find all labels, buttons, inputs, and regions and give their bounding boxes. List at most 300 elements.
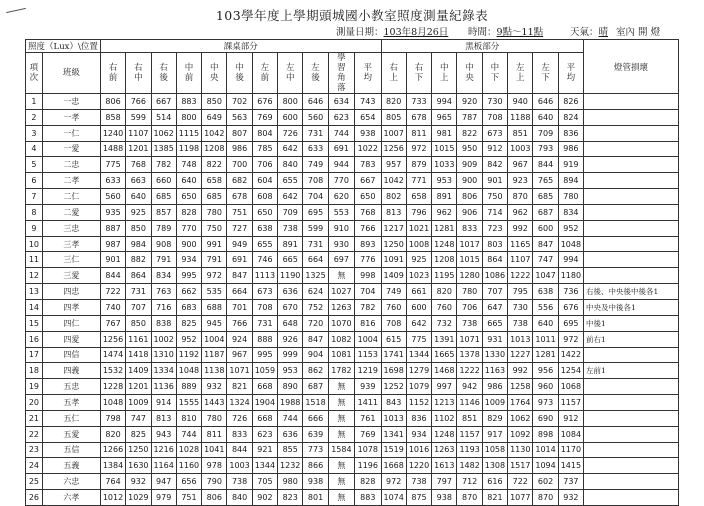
lux-cell: 736 — [558, 284, 583, 300]
table-row — [26, 458, 679, 474]
lux-cell: 795 — [508, 284, 533, 300]
lux-cell: 738 — [278, 220, 303, 236]
lux-cell: 688 — [202, 299, 227, 315]
lux-cell: 668 — [252, 410, 277, 426]
lux-cell: 1517 — [508, 458, 533, 474]
lux-cell: 704 — [355, 284, 381, 300]
lux-cell: 796 — [406, 204, 431, 220]
lux-cell: 870 — [457, 490, 482, 506]
class-cell: 三愛 — [42, 268, 100, 284]
lux-cell: 1023 — [406, 268, 431, 284]
lux-cell: 1041 — [202, 442, 227, 458]
lux-cell: 無 — [328, 379, 354, 395]
lux-cell: 1164 — [151, 458, 176, 474]
class-cell: 二仁 — [42, 189, 100, 205]
lux-cell: 972 — [202, 268, 227, 284]
lux-cell: 883 — [176, 94, 201, 110]
col-header-label: 中 央 — [210, 63, 219, 83]
lux-cell: 690 — [533, 410, 558, 426]
lux-cell: 769 — [355, 426, 381, 442]
table-row — [26, 157, 679, 173]
note-cell — [584, 458, 679, 474]
lux-cell: 1281 — [533, 347, 558, 363]
lux-cell: 750 — [482, 189, 507, 205]
item-no-cell: 22 — [26, 426, 43, 442]
table-row — [26, 426, 679, 442]
lux-cell: 1613 — [432, 458, 457, 474]
lux-cell: 1584 — [328, 442, 354, 458]
lux-cell: 655 — [278, 173, 303, 189]
lux-cell: 670 — [278, 299, 303, 315]
desk-col-header — [100, 53, 125, 94]
lux-cell: 938 — [303, 474, 328, 490]
item-no-cell: 7 — [26, 189, 43, 205]
lux-cell: 1153 — [355, 347, 381, 363]
lux-cell: 893 — [355, 236, 381, 252]
lux-cell: 806 — [457, 189, 482, 205]
note-cell: 前右1 — [584, 331, 679, 347]
lux-cell: 1013 — [381, 410, 406, 426]
lux-cell: 1196 — [355, 458, 381, 474]
lux-cell: 764 — [100, 474, 125, 490]
lux-cell: 1084 — [558, 426, 583, 442]
lux-cell: 716 — [151, 299, 176, 315]
lux-cell: 992 — [508, 220, 533, 236]
lux-cell: 1280 — [457, 268, 482, 284]
lux-cell: 986 — [558, 141, 583, 157]
lux-cell: 864 — [482, 252, 507, 268]
weather-info — [570, 24, 660, 38]
lux-cell: 666 — [303, 410, 328, 426]
lux-cell: 760 — [432, 299, 457, 315]
lux-cell: 1198 — [176, 141, 201, 157]
lux-cell: 1468 — [432, 363, 457, 379]
lux-cell: 642 — [278, 189, 303, 205]
lights-label: 室內 開 燈 — [616, 27, 661, 38]
col-header-label: 左 上 — [515, 63, 525, 83]
lux-cell: 773 — [303, 442, 328, 458]
lux-cell: 931 — [482, 331, 507, 347]
lux-cell: 604 — [252, 173, 277, 189]
lux-cell: 514 — [151, 109, 176, 125]
lux-cell: 1222 — [508, 268, 533, 284]
table-row — [26, 173, 679, 189]
lux-cell: 900 — [457, 173, 482, 189]
item-no-cell: 23 — [26, 442, 43, 458]
table-row — [26, 410, 679, 426]
class-cell: 五仁 — [42, 410, 100, 426]
lux-cell: 825 — [176, 315, 201, 331]
lux-cell: 1048 — [558, 236, 583, 252]
lux-cell: 642 — [406, 315, 431, 331]
lux-cell: 1555 — [176, 395, 201, 411]
lux-cell: 950 — [457, 141, 482, 157]
lux-cell: 1988 — [278, 395, 303, 411]
lux-cell: 1071 — [457, 331, 482, 347]
lux-cell: 932 — [202, 379, 227, 395]
item-no-cell: 17 — [26, 347, 43, 363]
lux-cell: 1385 — [151, 141, 176, 157]
lux-cell: 803 — [482, 236, 507, 252]
lux-cell: 1263 — [328, 299, 354, 315]
lux-cell: 1138 — [202, 363, 227, 379]
lux-cell: 731 — [126, 284, 151, 300]
lux-cell: 660 — [151, 173, 176, 189]
lux-cell: 776 — [355, 252, 381, 268]
lux-cell: 1482 — [457, 458, 482, 474]
table-row — [26, 141, 679, 157]
note-cell: 右後、中央後中後各1 — [584, 284, 679, 300]
class-cell: 一愛 — [42, 141, 100, 157]
lux-cell: 616 — [482, 474, 507, 490]
lux-cell: 747 — [533, 252, 558, 268]
lux-cell: 1764 — [508, 395, 533, 411]
lux-cell: 767 — [100, 315, 125, 331]
lux-cell: 1014 — [533, 442, 558, 458]
lux-cell: 1228 — [100, 379, 125, 395]
lux-cell: 744 — [328, 125, 354, 141]
lux-cell: 824 — [558, 109, 583, 125]
lux-cell: 731 — [252, 315, 277, 331]
board-col-header — [381, 53, 406, 94]
table-row — [26, 315, 679, 331]
lux-cell: 1415 — [558, 458, 583, 474]
col-header-label: 中 後 — [235, 63, 244, 83]
lux-cell: 650 — [176, 189, 201, 205]
lux-cell: 811 — [202, 426, 227, 442]
lux-cell: 972 — [558, 331, 583, 347]
lux-cell: 992 — [508, 363, 533, 379]
lux-cell: 615 — [381, 331, 406, 347]
lux-cell: 665 — [482, 315, 507, 331]
class-cell: 一仁 — [42, 125, 100, 141]
lux-cell: 620 — [328, 189, 354, 205]
lux-cell: 無 — [328, 426, 354, 442]
lux-cell: 654 — [355, 109, 381, 125]
lux-cell: 747 — [126, 410, 151, 426]
lux-cell: 883 — [355, 490, 381, 506]
lux-cell: 972 — [406, 141, 431, 157]
lux-cell: 1033 — [432, 157, 457, 173]
class-cell: 三忠 — [42, 220, 100, 236]
lux-cell: 676 — [252, 94, 277, 110]
lux-cell: 1488 — [100, 141, 125, 157]
table-row — [26, 236, 679, 252]
lux-cell: 685 — [202, 189, 227, 205]
lux-cell: 1201 — [126, 379, 151, 395]
lux-cell: 847 — [303, 331, 328, 347]
item-no-cell: 15 — [26, 315, 43, 331]
lux-cell: 685 — [151, 189, 176, 205]
lux-cell: 687 — [533, 204, 558, 220]
lux-cell: 866 — [303, 458, 328, 474]
lux-cell: 738 — [406, 474, 431, 490]
lux-cell: 998 — [355, 268, 381, 284]
lux-cell: 925 — [406, 252, 431, 268]
table-row — [26, 204, 679, 220]
lux-cell: 806 — [100, 94, 125, 110]
lux-cell: 768 — [126, 157, 151, 173]
lux-cell: 834 — [558, 204, 583, 220]
table-row — [26, 125, 679, 141]
lux-cell: 1081 — [328, 347, 354, 363]
lux-cell: 823 — [278, 490, 303, 506]
lux-cell: 798 — [100, 410, 125, 426]
lux-cell: 775 — [406, 331, 431, 347]
lux-cell: 701 — [227, 299, 252, 315]
note-cell — [584, 347, 679, 363]
lux-cell: 720 — [303, 315, 328, 331]
lux-cell: 737 — [558, 474, 583, 490]
lux-cell: 727 — [227, 220, 252, 236]
lux-cell: 943 — [151, 426, 176, 442]
lux-cell: 901 — [482, 173, 507, 189]
lux-cell: 714 — [482, 204, 507, 220]
lux-cell: 995 — [252, 347, 277, 363]
lux-cell: 676 — [558, 299, 583, 315]
lux-cell: 1308 — [482, 458, 507, 474]
class-cell: 四孝 — [42, 299, 100, 315]
lux-cell: 647 — [482, 299, 507, 315]
lux-cell: 673 — [482, 125, 507, 141]
col-header-label: 中 上 — [440, 63, 449, 83]
lux-cell: 930 — [328, 236, 354, 252]
lux-cell: 838 — [151, 315, 176, 331]
lux-cell: 707 — [482, 284, 507, 300]
lux-cell: 890 — [278, 379, 303, 395]
lux-cell: 980 — [278, 474, 303, 490]
lux-cell: 1074 — [381, 490, 406, 506]
lux-cell: 1047 — [533, 268, 558, 284]
lux-cell: 780 — [202, 410, 227, 426]
lux-cell: 1113 — [252, 268, 277, 284]
class-cell: 五信 — [42, 442, 100, 458]
lux-cell: 844 — [533, 157, 558, 173]
lux-cell: 1310 — [151, 347, 176, 363]
lux-cell: 705 — [252, 474, 277, 490]
lux-cell: 1058 — [482, 442, 507, 458]
lux-cell: 763 — [151, 284, 176, 300]
lux-cell: 825 — [126, 426, 151, 442]
lux-cell: 765 — [533, 173, 558, 189]
col-header-label: 學 習 角 落 — [337, 53, 346, 93]
lux-cell: 797 — [432, 474, 457, 490]
lux-cell: 1279 — [406, 363, 431, 379]
lux-cell: 888 — [252, 331, 277, 347]
note-cell — [584, 379, 679, 395]
lux-cell: 953 — [278, 363, 303, 379]
lux-cell: 994 — [558, 252, 583, 268]
lux-cell: 999 — [278, 347, 303, 363]
lux-cell: 925 — [126, 204, 151, 220]
time-value: 9點～11點 — [496, 27, 544, 38]
lux-cell: 902 — [252, 490, 277, 506]
class-cell: 五忠 — [42, 379, 100, 395]
lux-cell: 1344 — [406, 347, 431, 363]
item-no-cell: 3 — [26, 125, 43, 141]
table-row — [26, 284, 679, 300]
lux-cell: 704 — [303, 189, 328, 205]
lux-cell: 944 — [328, 157, 354, 173]
board-col-header — [482, 53, 507, 94]
desk-col-header — [252, 53, 277, 94]
item-no-cell: 21 — [26, 410, 43, 426]
note-cell — [584, 410, 679, 426]
lux-cell: 1195 — [432, 268, 457, 284]
lux-cell: 749 — [303, 157, 328, 173]
lux-cell: 986 — [482, 379, 507, 395]
lux-cell: 1474 — [100, 347, 125, 363]
lux-cell: 967 — [227, 347, 252, 363]
lux-cell: 984 — [126, 236, 151, 252]
lux-cell: 706 — [457, 299, 482, 315]
lux-cell: 695 — [558, 315, 583, 331]
note-cell — [584, 204, 679, 220]
lux-cell: 1391 — [432, 331, 457, 347]
class-cell: 四愛 — [42, 331, 100, 347]
lux-cell: 708 — [381, 315, 406, 331]
lux-cell: 535 — [202, 284, 227, 300]
lux-cell: 768 — [355, 204, 381, 220]
date-value: 103年8月26日 — [383, 27, 449, 38]
lux-cell: 953 — [432, 173, 457, 189]
lux-cell: 1518 — [303, 395, 328, 411]
lux-cell: 850 — [126, 220, 151, 236]
lux-cell: 870 — [533, 490, 558, 506]
lux-cell: 769 — [252, 109, 277, 125]
class-cell: 二孝 — [42, 173, 100, 189]
lux-cell: 658 — [406, 189, 431, 205]
lux-cell: 1009 — [126, 395, 151, 411]
lux-cell: 683 — [176, 299, 201, 315]
item-no-cell: 1 — [26, 94, 43, 110]
lux-cell: 770 — [328, 173, 354, 189]
lux-cell: 780 — [558, 189, 583, 205]
lux-cell: 920 — [457, 94, 482, 110]
lux-cell: 914 — [151, 395, 176, 411]
lux-cell: 1532 — [100, 363, 125, 379]
lux-cell: 731 — [303, 125, 328, 141]
table-row — [26, 189, 679, 205]
lux-cell: 730 — [482, 94, 507, 110]
lux-cell: 563 — [227, 109, 252, 125]
note-cell — [584, 157, 679, 173]
item-no-cell: 26 — [26, 490, 43, 506]
lux-cell: 842 — [482, 157, 507, 173]
lux-cell: 1378 — [457, 347, 482, 363]
lux-cell: 836 — [558, 125, 583, 141]
lux-cell: 599 — [303, 220, 328, 236]
col-header-label: 平 均 — [566, 63, 576, 83]
lux-cell: 1630 — [126, 458, 151, 474]
lux-cell: 960 — [533, 379, 558, 395]
note-cell — [584, 94, 679, 110]
lux-cell: 667 — [355, 173, 381, 189]
lux-cell: 640 — [533, 109, 558, 125]
lux-cell: 1258 — [508, 379, 533, 395]
measure-date — [336, 24, 448, 38]
lux-cell: 709 — [533, 125, 558, 141]
lux-cell: 640 — [176, 173, 201, 189]
note-cell — [584, 252, 679, 268]
item-no-cell: 24 — [26, 458, 43, 474]
lux-cell: 633 — [303, 141, 328, 157]
lux-cell: 919 — [558, 157, 583, 173]
lux-cell: 624 — [303, 284, 328, 300]
lux-cell: 822 — [202, 157, 227, 173]
table-row — [26, 109, 679, 125]
lux-cell: 942 — [457, 379, 482, 395]
lux-cell: 639 — [303, 426, 328, 442]
lux-cell: 1004 — [202, 331, 227, 347]
lux-cell: 646 — [303, 94, 328, 110]
lux-cell: 938 — [355, 125, 381, 141]
lux-cell: 706 — [252, 157, 277, 173]
lux-cell: 600 — [278, 109, 303, 125]
lux-cell: 910 — [328, 220, 354, 236]
lux-cell: 1071 — [227, 363, 252, 379]
lux-cell: 1004 — [355, 331, 381, 347]
lux-cell: 無 — [328, 395, 354, 411]
lux-cell: 1256 — [381, 141, 406, 157]
lux-cell: 851 — [508, 125, 533, 141]
class-cell: 五義 — [42, 458, 100, 474]
lux-cell: 771 — [406, 173, 431, 189]
lux-cell: 1668 — [381, 458, 406, 474]
desk-col-header — [126, 53, 151, 94]
lux-cell: 751 — [227, 204, 252, 220]
lux-cell: 665 — [278, 252, 303, 268]
lux-cell: 1082 — [328, 331, 354, 347]
lux-cell: 658 — [202, 173, 227, 189]
lux-cell: 1266 — [100, 442, 125, 458]
lux-cell: 732 — [432, 315, 457, 331]
lux-cell: 820 — [381, 94, 406, 110]
class-cell: 四仁 — [42, 315, 100, 331]
lux-cell: 1086 — [482, 268, 507, 284]
lux-cell: 無 — [328, 474, 354, 490]
lux-cell: 1022 — [355, 141, 381, 157]
lux-cell: 934 — [406, 426, 431, 442]
lux-cell: 1418 — [126, 347, 151, 363]
lux-cell: 1409 — [381, 268, 406, 284]
lux-cell: 761 — [355, 410, 381, 426]
lux-cell: 638 — [252, 220, 277, 236]
corner-header: 照度（Lux）\位置 — [26, 40, 101, 53]
lux-cell: 957 — [381, 157, 406, 173]
lux-cell: 1193 — [457, 442, 482, 458]
lux-cell: 826 — [558, 94, 583, 110]
desk-col-header — [303, 53, 328, 94]
lux-cell: 636 — [278, 426, 303, 442]
lux-cell: 723 — [482, 220, 507, 236]
lux-cell: 908 — [151, 236, 176, 252]
lux-cell: 828 — [176, 204, 201, 220]
lux-cell: 749 — [381, 284, 406, 300]
lux-cell: 956 — [533, 363, 558, 379]
lux-cell: 1782 — [328, 363, 354, 379]
lux-cell: 820 — [100, 426, 125, 442]
lux-cell: 806 — [202, 490, 227, 506]
lux-cell: 891 — [278, 236, 303, 252]
lux-cell: 608 — [252, 189, 277, 205]
board-col-header — [457, 53, 482, 94]
lux-cell: 1003 — [508, 141, 533, 157]
lux-cell: 813 — [381, 204, 406, 220]
col-header-label: 左 後 — [311, 63, 320, 83]
lux-cell: 560 — [303, 109, 328, 125]
lux-cell: 864 — [126, 268, 151, 284]
